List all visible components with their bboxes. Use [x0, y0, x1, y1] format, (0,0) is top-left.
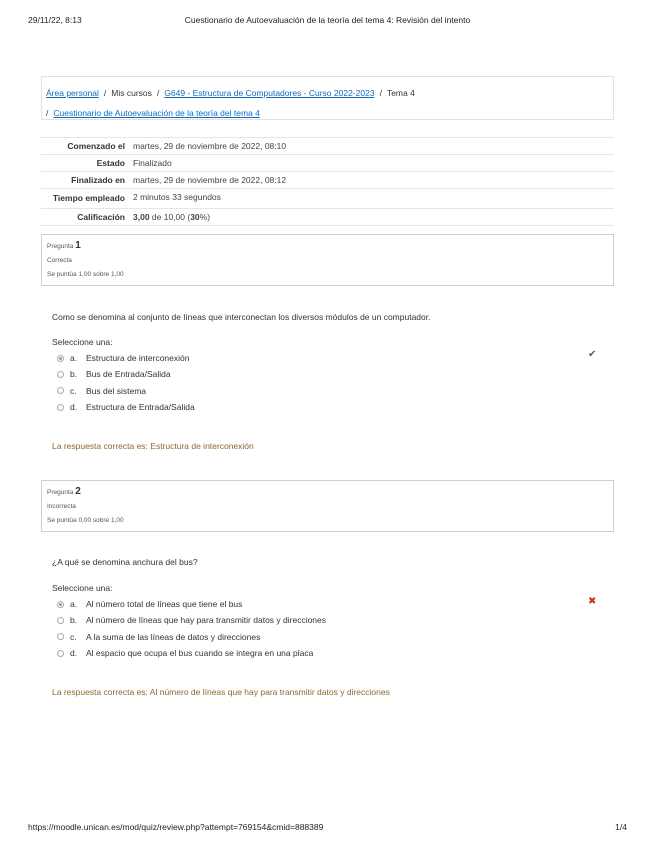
answer-text: Bus de Entrada/Salida	[86, 369, 171, 380]
question-number: 2	[75, 486, 81, 497]
summary-row-started	[41, 138, 614, 155]
breadcrumb-separator: /	[103, 88, 107, 98]
incorrect-cross-icon: ✖	[588, 596, 597, 607]
question-info-box	[41, 480, 614, 532]
answer-prompt: Seleccione una:	[52, 337, 113, 347]
summary-row-time-taken	[41, 189, 614, 209]
breadcrumb-quiz-link[interactable]: Cuestionario de Autoevaluación de la teoría del tema 4	[53, 108, 260, 118]
breadcrumb-separator: /	[379, 88, 382, 98]
answer-text: A la suma de las líneas de datos y direcciones	[86, 631, 261, 642]
attempt-summary-table	[41, 137, 614, 226]
breadcrumb-home-link[interactable]: Área personal	[46, 88, 99, 98]
summary-label: Calificación	[41, 209, 129, 226]
answer-text: Al número de líneas que hay para transmitir datos y direcciones	[86, 615, 327, 626]
answer-option[interactable]	[57, 383, 195, 399]
breadcrumb	[41, 76, 614, 120]
question-mark: Se puntúa 1,00 sobre 1,00	[47, 271, 124, 278]
correct-check-icon: ✔	[588, 349, 597, 360]
grade-max: de 10,00 (	[149, 212, 191, 222]
answer-text: Bus del sistema	[86, 385, 146, 396]
print-header	[28, 15, 627, 25]
summary-row-completed	[41, 172, 614, 189]
breadcrumb-separator: /	[156, 88, 160, 98]
breadcrumb-course-link[interactable]: G649 - Estructura de Computadores - Curso 2022-2023	[164, 88, 375, 98]
question-state: Incorrecta	[47, 503, 76, 510]
print-date: 29/11/22, 8:13	[28, 15, 82, 25]
summary-value: martes, 29 de noviembre de 2022, 08:10	[129, 138, 614, 155]
answer-text: Estructura de interconexión	[86, 353, 190, 364]
answer-letter: d.	[70, 648, 78, 659]
print-page-number: 1/4	[615, 822, 627, 832]
summary-grade-value	[129, 209, 614, 226]
answer-option[interactable]	[57, 350, 195, 366]
answer-letter: c.	[70, 631, 77, 642]
answer-option[interactable]	[57, 629, 326, 645]
radio-button[interactable]	[57, 650, 64, 657]
summary-row-state	[41, 155, 614, 172]
question-prefix: Pregunta	[47, 489, 74, 496]
summary-row-grade	[41, 209, 614, 226]
print-footer	[28, 822, 627, 832]
answer-letter: b.	[70, 615, 78, 626]
answer-option[interactable]	[57, 645, 326, 661]
answer-option[interactable]	[57, 366, 195, 382]
radio-selected[interactable]	[57, 355, 64, 362]
summary-label: Tiempo empleado	[41, 189, 129, 209]
correct-answer-feedback: La respuesta correcta es: Estructura de interconexión	[52, 441, 254, 451]
answer-list	[57, 596, 326, 661]
answer-letter: a.	[70, 599, 78, 610]
print-title: Cuestionario de Autoevaluación de la teoría del tema 4: Revisión del intento	[184, 15, 471, 25]
question-text: ¿A qué se denomina anchura del bus?	[52, 557, 198, 567]
summary-value: 2 minutos 33 segundos	[129, 189, 614, 209]
radio-selected[interactable]	[57, 601, 64, 608]
breadcrumb-section: Tema 4	[386, 88, 415, 98]
summary-label: Finalizado en	[41, 172, 129, 189]
question-mark: Se puntúa 0,00 sobre 1,00	[47, 517, 124, 524]
summary-label: Comenzado el	[41, 138, 129, 155]
answer-option[interactable]	[57, 596, 326, 612]
radio-button[interactable]	[57, 387, 64, 394]
radio-button[interactable]	[57, 404, 64, 411]
answer-letter: b.	[70, 369, 78, 380]
answer-text: Estructura de Entrada/Salida	[86, 402, 195, 413]
question-prefix: Pregunta	[47, 243, 74, 250]
answer-letter: c.	[70, 385, 77, 396]
question-number: 1	[75, 240, 81, 251]
summary-label: Estado	[41, 155, 129, 172]
radio-button[interactable]	[57, 617, 64, 624]
question-state: Correcta	[47, 257, 72, 264]
question-text: Como se denomina al conjunto de líneas que interconectan los diversos módulos de un computador.	[52, 312, 431, 322]
answer-option[interactable]	[57, 612, 326, 628]
answer-list	[57, 350, 195, 415]
summary-value: martes, 29 de noviembre de 2022, 08:12	[129, 172, 614, 189]
question-info-box	[41, 234, 614, 286]
answer-letter: a.	[70, 353, 78, 364]
answer-letter: d.	[70, 402, 78, 413]
breadcrumb-separator: /	[46, 108, 49, 118]
answer-text: Al número total de líneas que tiene el bus	[86, 599, 243, 610]
answer-text: Al espacio que ocupa el bus cuando se integra en una placa	[86, 648, 314, 659]
grade-score: 3,00	[133, 212, 150, 222]
summary-value: Finalizado	[129, 155, 614, 172]
correct-answer-feedback: La respuesta correcta es: Al número de líneas que hay para transmitir datos y direcciones	[52, 687, 390, 697]
answer-option[interactable]	[57, 399, 195, 415]
grade-end: %)	[199, 212, 211, 222]
answer-prompt: Seleccione una:	[52, 583, 113, 593]
print-url: https://moodle.unican.es/mod/quiz/review.php?attempt=769154&cmid=888389	[28, 822, 324, 832]
breadcrumb-my-courses: Mis cursos	[111, 88, 152, 98]
radio-button[interactable]	[57, 633, 64, 640]
grade-percent: 30	[190, 212, 200, 222]
radio-button[interactable]	[57, 371, 64, 378]
